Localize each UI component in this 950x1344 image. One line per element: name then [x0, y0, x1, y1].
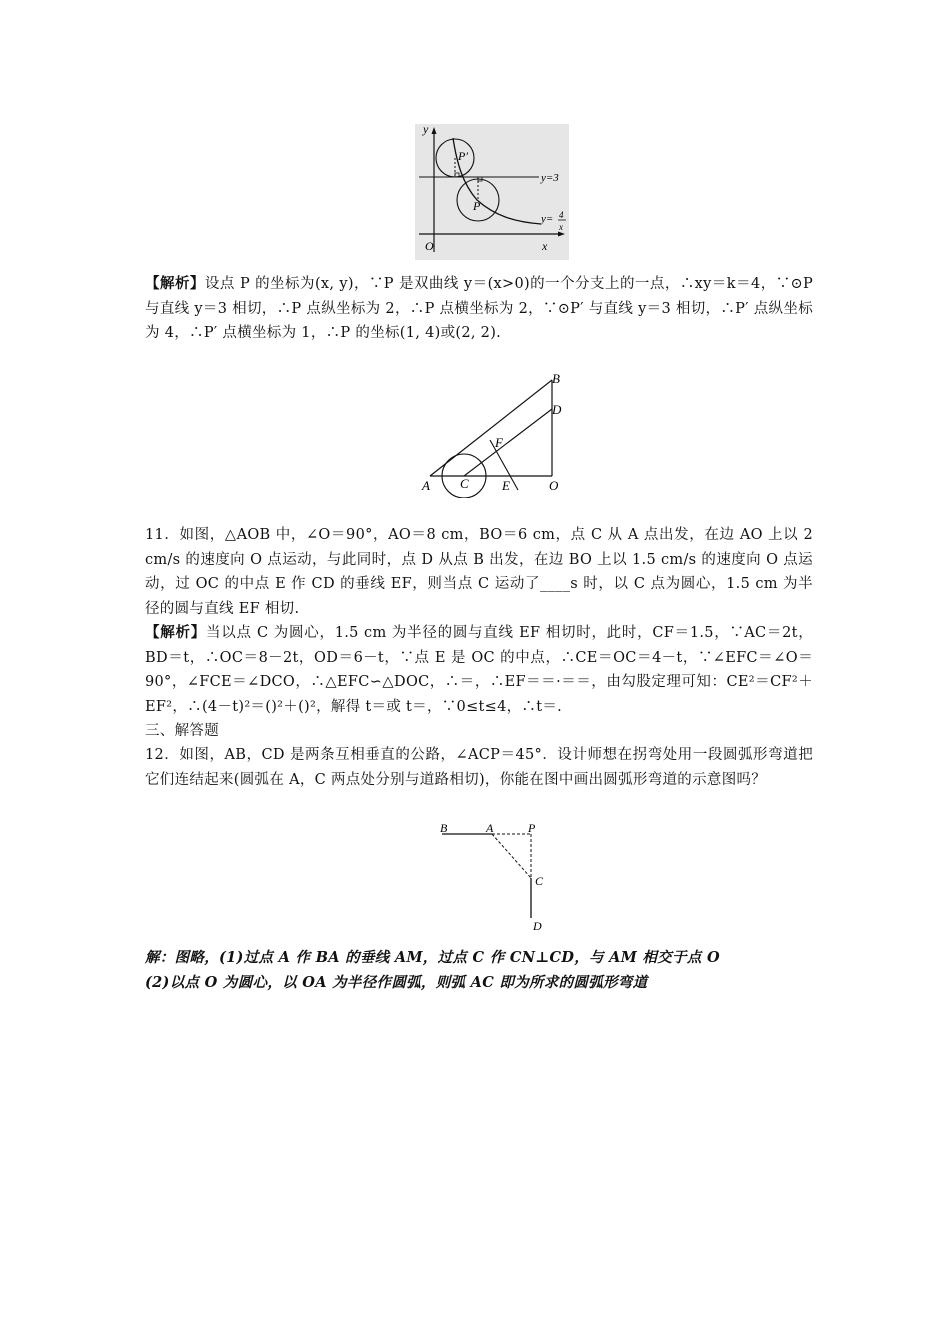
- label-p: P: [528, 821, 536, 835]
- p-label: P: [473, 199, 481, 213]
- label-c: C: [535, 874, 544, 888]
- curve-numerator: 4: [559, 210, 564, 220]
- label-b: B: [552, 371, 560, 386]
- label-d: D: [533, 919, 542, 932]
- label-a: A: [422, 478, 430, 493]
- curve-label: y=: [541, 213, 554, 225]
- analysis-q10: [145, 272, 813, 346]
- label-e: E: [502, 478, 510, 493]
- curve-denominator: x: [559, 222, 563, 232]
- solution-line-2: (2)以点 O 为圆心，以 OA 为半径作圆弧，则弧 AC 即为所求的圆弧形弯道: [145, 974, 648, 991]
- analysis-q11: [145, 621, 813, 719]
- hyperbola-figure: [415, 124, 569, 260]
- label-a: A: [486, 821, 494, 835]
- label-f: F: [495, 435, 503, 450]
- label-o: O: [549, 478, 559, 493]
- line-label: y=3: [541, 172, 559, 184]
- question-12: 12．如图，AB，CD 是两条互相垂直的公路，∠ACP＝45°．设计师想在拐弯处用一段圆弧形弯道把它们连结起来(圆弧在 A，C 两点处分别与道路相切)，你能在图中画出圆弧形弯道的示意图吗？: [145, 747, 813, 788]
- solution-line-1: 解：图略，(1)过点 A 作 BA 的垂线 AM，过点 C 作 CN⊥CD，与 AM 相交于点 O: [145, 949, 720, 966]
- y-axis-label: y: [423, 124, 429, 136]
- x-axis-label: x: [542, 239, 548, 253]
- origin-label: O: [425, 239, 434, 253]
- label-c: C: [460, 476, 469, 491]
- label-d: D: [552, 402, 562, 417]
- triangle-figure: [418, 368, 568, 498]
- label-b: B: [440, 821, 448, 835]
- question-11: 11．如图，△AOB 中，∠O＝90°，AO＝8 cm，BO＝6 cm，点 C 从 A 点出发，在边 AO 上以 2 cm/s 的速度向 O 点运动，与此同时，点 D 从点 B 出发，在边 BO 上以 1.5 cm/s 的速度向 O 点运动，过 OC 的中点 E 作 CD 的垂线 EF，则当点 C 运动了____s 时，以 C 点为圆心，1.5 cm 为半径的圆与直线 EF 相切.: [145, 527, 813, 617]
- analysis-text: 当以点 C 为圆心，1.5 cm 为半径的圆与直线 EF 相切时，此时，CF＝1.5，∵AC＝2t，BD＝t，∴OC＝8－2t，OD＝6－t，∵点 E 是 OC 的中点，∴CE＝OC＝4－t，∵∠EFC＝∠O＝90°，∠FCE＝∠DCO，∴△EFC∽△DOC，∴＝，∴EF＝＝·＝＝，由勾股定理可知：CE²＝CF²＋EF²，∴(4－t)²＝()²＋()²，解得 t＝或 t＝，∵0≤t≤4，∴t＝.: [145, 625, 814, 715]
- analysis-tag: 【解析】: [145, 275, 205, 292]
- roads-figure: [436, 820, 552, 932]
- analysis-tag: 【解析】: [145, 624, 206, 641]
- analysis-text: 设点 P 的坐标为(x, y)，∵P 是双曲线 y＝(x>0)的一个分支上的一点，∴xy＝k＝4，∵⊙P 与直线 y＝3 相切，∴P 点纵坐标为 2，∴P 点横坐标为 2，∵⊙P′ 与直线 y＝3 相切，∴P′ 点纵坐标为 4，∴P′ 点横坐标为 1，∴P 的坐标(1, 4)或(2, 2).: [145, 276, 813, 341]
- p-prime-label: P′: [458, 149, 468, 163]
- section-title: 三、解答题: [145, 723, 219, 739]
